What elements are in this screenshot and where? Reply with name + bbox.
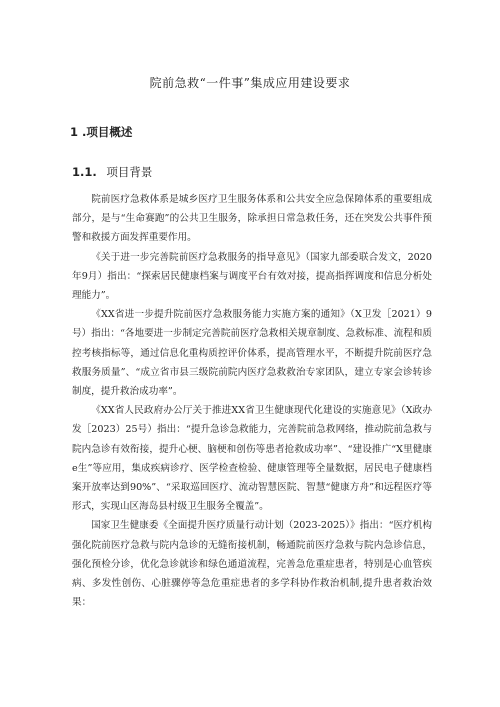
subsection-title: 项目背景 xyxy=(106,165,153,179)
paragraph: 国家卫生健康委《全面提升医疗质量行动计划（2023-2025）》指出：“医疗机构强化院前医疗急救与院内急诊的无缝衔接机制，畅通院前医疗急救与院内急诊信息，强化预检分诊，优化急诊就诊和绿色通道流程，完善急危重症患者，特别是心血管疾病、多发性创伤、心脏骤停等急危重症患者的多学科协作救治机制,提升患者救治效果： xyxy=(72,520,432,609)
paragraph: 《关于进一步完善院前医疗急救服务的指导意见》（国家九部委联合发文，2020年9月）指出：“探索居民健康档案与调度平台有效对接，提高指挥调度和信息分析处理能力”。 xyxy=(72,251,432,302)
section-heading: 1 .项目概述 xyxy=(70,125,133,139)
subsection-heading xyxy=(72,164,152,180)
paragraph: 《XX省进一步提升院前医疗急救服务能力实施方案的通知》（X卫发［2021）9号）指出：“各地要进一步制定完善院前医疗急救相关规章制度、急救标准、流程和质控考核指标等，通过信息化重构质控评价体系，提高管理水平，不断提升院前医疗急救服务质量”、“成立省市县三级院前院内医疗急救救治专家团队，建立专家会诊转诊制度，提升救治成功率”。 xyxy=(72,309,432,398)
document-title: 院前急救“一件事”集成应用建设要求 xyxy=(149,76,351,90)
body-text xyxy=(72,190,432,612)
subsection-number: 1.1. xyxy=(72,165,97,179)
paragraph: 《XX省人民政府办公厅关于推进XX省卫生健康现代化建设的实施意见》（X政办发［2023）25号）指出：“提升急诊急救能力，完善院前急救网络，推动院前急救与院内急诊有效衔接，提升心梗、脑梗和创伤等患者抢救成功率”、“建设推广“X里健康e生”等应用，集成疾病诊疗、医学检查检验、健康管理等全量数据，居民电子健康档案开放率达到90%”、“采取巡回医疗、流动智慧医院、智慧“健康方舟”和远程医疗等形式，实现山区海岛县村级卫生服务全覆盖”。 xyxy=(72,405,432,513)
paragraph: 院前医疗急救体系是城乡医疗卫生服务体系和公共安全应急保障体系的重要组成部分，是与“生命赛跑”的公共卫生服务，除承担日常急救任务，还在突发公共事件预警和救援方面发挥重要作用。 xyxy=(72,194,432,244)
